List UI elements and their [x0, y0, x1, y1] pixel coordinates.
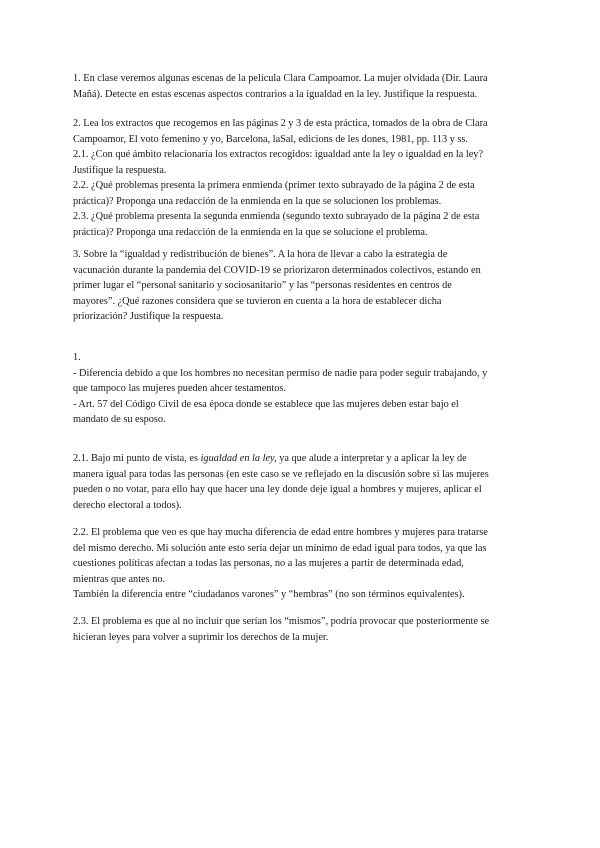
text-line: También la diferencia entre “ciudadanos varones” y “hembras” (no son términos equivalentes).: [73, 589, 465, 600]
text-line: que tampoco las mujeres pueden ahcer testamentos.: [73, 383, 287, 394]
text-line: pueden o no votar, para ello hay que hacer una ley donde deje igual a hombres y mujeres, aplicar el: [73, 484, 482, 495]
text-line: derecho electoral a todos).: [73, 499, 182, 511]
text-line: manera igual para todas las personas (en este caso se ve reflejado en la discusión sobre si las mujeres: [73, 468, 489, 480]
text-line: hicieran leyes para volver a suprimir los derechos de la mujer.: [73, 631, 329, 643]
answer-2-1: [73, 451, 533, 513]
text-line: 2.1. ¿Con qué ámbito relacionaría los extractos recogidos: igualdad ante la ley o igualdad en la ley?: [73, 149, 484, 160]
text-line: mandato de su esposo.: [73, 414, 166, 425]
text-line: 2.3. El problema es que al no incluir que serían los “mismos”, podría provocar que posteriormente se: [73, 616, 490, 627]
text-line: priorización? Justifique la respuesta.: [73, 311, 224, 322]
text-line: Campoamor, El voto femenino y yo, Barcelona, laSal, edicions de les dones, 1981, pp. 113 y ss.: [73, 133, 468, 145]
question-3: [73, 247, 533, 325]
text-line: 2.3. ¿Qué problema presenta la segunda enmienda (segundo texto subrayado de la página 2 de esta: [73, 211, 480, 222]
text-line: práctica)? Proponga una redacción de la enmienda en la que se solucionen los problemas.: [73, 195, 442, 207]
text-line: 2. Lea los extractos que recogemos en las páginas 2 y 3 de esta práctica, tomados de la obra de Clara: [73, 118, 488, 129]
text-line: mayores”. ¿Qué razones considera que se tuvieron en cuenta a la hora de establecer dicha: [73, 295, 442, 307]
text-line: 3. Sobre la “igualdad y redistribución de bienes”. A la hora de llevar a cabo la estrategia de: [73, 249, 448, 260]
text-line: práctica)? Proponga una redacción de la enmienda en la que se solucione el problema.: [73, 226, 428, 238]
text-line: - Art. 57 del Código Civil de esa época donde se establece que las mujeres deben estar bajo el: [73, 398, 459, 410]
text-line: [73, 451, 533, 467]
emphasis-text: igualdad en la ley,: [200, 453, 277, 464]
text-line: Mañá). Detecte en estas escenas aspectos contrarios a la igualdad en la ley. Justifique la respuesta.: [73, 88, 478, 100]
text-line: mientras que antes no.: [73, 573, 166, 585]
question-1: [73, 71, 533, 102]
text-line: 2.2. ¿Qué problemas presenta la primera enmienda (primer texto subrayado de la página 2 de esta: [73, 180, 475, 191]
text-line: 2.2. El problema que veo es que hay mucha diferencia de edad entre hombres y mujeres para tratarse: [73, 527, 488, 538]
answer-2-2: [73, 525, 533, 603]
text-line: vacunación durante la pandemia del COVID-19 se priorizaron determinados colectivos, estando en: [73, 264, 481, 276]
text-line: primer lugar el “personal sanitario y sociosanitario” y las “personas residentes en centros de: [73, 280, 452, 291]
text-line: 1.: [73, 352, 81, 363]
answer-prefix: 2.1. Bajo mi punto de vista, es: [73, 453, 201, 464]
answer-suffix: ya que alude a interpretar y a aplicar la ley de: [276, 453, 467, 464]
text-line: cuestiones políticas afectan a todas las personas, no a las mujeres a partir de determinada edad,: [73, 558, 464, 569]
text-line: del mismo derecho. Mi solución ante esto sería dejar un mínimo de edad igual para todos, ya que las: [73, 542, 487, 554]
question-2: [73, 116, 533, 240]
text-line: Justifique la respuesta.: [73, 164, 167, 176]
text-line: 1. En clase veremos algunas escenas de la película Clara Campoamor. La mujer olvidada (Dir. Laura: [73, 73, 488, 84]
answer-1: [73, 350, 533, 428]
text-line: - Diferencia debido a que los hombres no necesitan permiso de nadie para poder seguir trabajando, y: [73, 367, 488, 379]
answer-2-3: [73, 614, 533, 645]
